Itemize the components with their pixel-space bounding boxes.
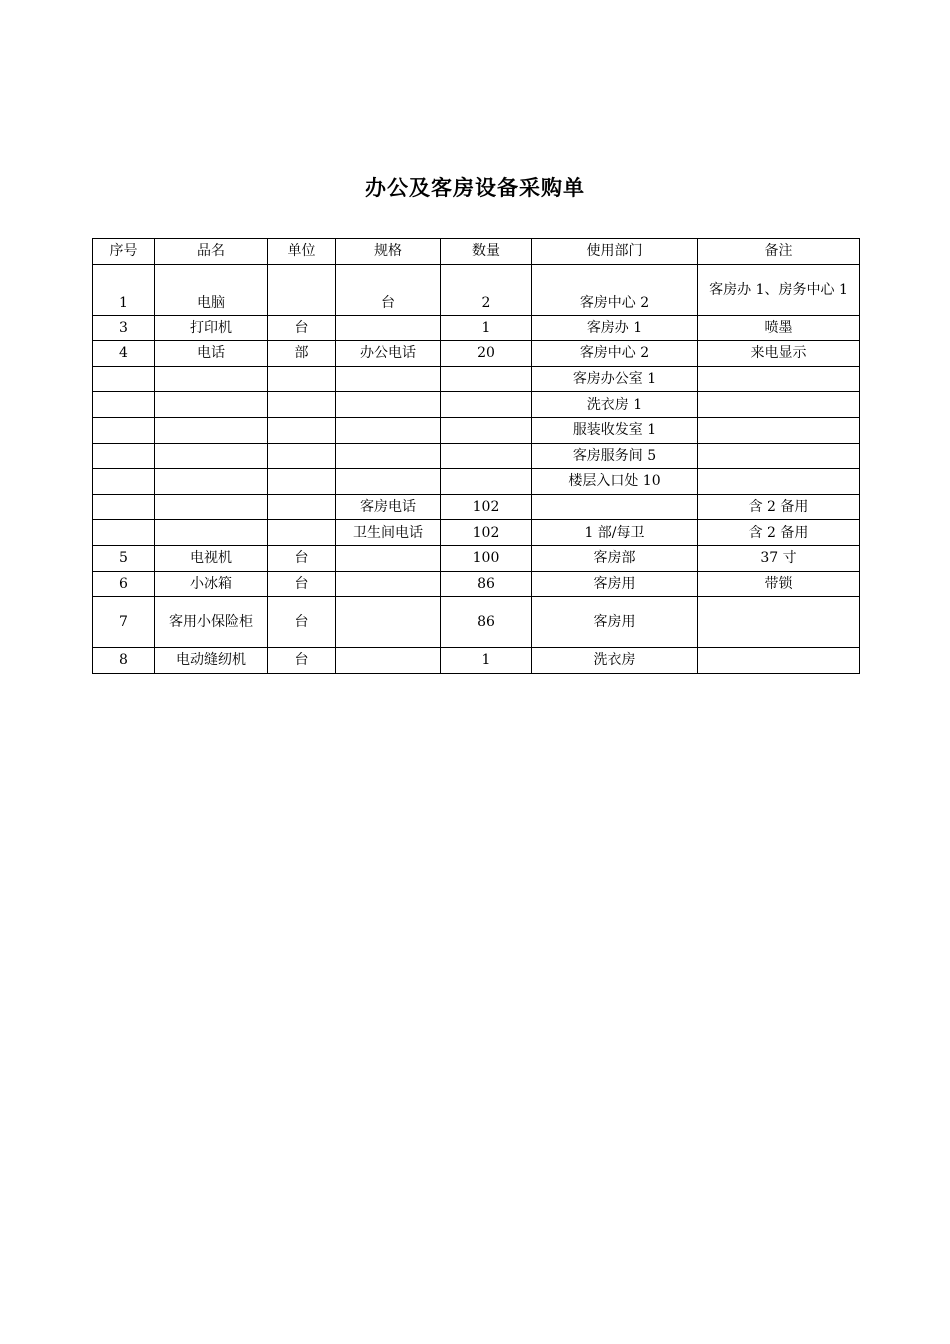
cell-spec xyxy=(336,366,441,392)
cell-seq: 8 xyxy=(93,648,155,674)
table-row xyxy=(93,520,860,546)
table-row xyxy=(93,315,860,341)
cell-seq: 4 xyxy=(93,341,155,367)
cell-qty xyxy=(441,392,532,418)
header-spec: 规格 xyxy=(336,239,441,265)
cell-dept: 客房服务间 5 xyxy=(532,443,698,469)
cell-spec xyxy=(336,597,441,648)
header-name: 品名 xyxy=(155,239,268,265)
cell-spec xyxy=(336,315,441,341)
cell-seq: 1 xyxy=(93,264,155,315)
cell-name: 电脑 xyxy=(155,264,268,315)
cell-qty: 102 xyxy=(441,520,532,546)
cell-dept: 客房用 xyxy=(532,597,698,648)
cell-dept: 客房办 1 xyxy=(532,315,698,341)
cell-qty xyxy=(441,366,532,392)
cell-qty xyxy=(441,443,532,469)
cell-name xyxy=(155,520,268,546)
cell-note: 客房办 1、房务中心 1 xyxy=(698,264,860,315)
cell-seq xyxy=(93,417,155,443)
cell-qty: 86 xyxy=(441,597,532,648)
cell-dept: 客房办公室 1 xyxy=(532,366,698,392)
cell-qty: 2 xyxy=(441,264,532,315)
table-row xyxy=(93,264,860,315)
cell-unit: 台 xyxy=(268,315,336,341)
cell-unit xyxy=(268,264,336,315)
cell-qty: 1 xyxy=(441,648,532,674)
cell-unit xyxy=(268,443,336,469)
cell-dept xyxy=(532,494,698,520)
cell-name: 电视机 xyxy=(155,545,268,571)
cell-qty: 102 xyxy=(441,494,532,520)
cell-seq: 7 xyxy=(93,597,155,648)
cell-unit: 部 xyxy=(268,341,336,367)
table-row xyxy=(93,443,860,469)
cell-spec xyxy=(336,469,441,495)
cell-note: 喷墨 xyxy=(698,315,860,341)
purchase-table xyxy=(92,238,860,674)
header-note: 备注 xyxy=(698,239,860,265)
page-title: 办公及客房设备采购单 xyxy=(365,176,585,200)
cell-unit xyxy=(268,494,336,520)
cell-unit xyxy=(268,417,336,443)
cell-unit xyxy=(268,366,336,392)
cell-name: 打印机 xyxy=(155,315,268,341)
cell-note xyxy=(698,366,860,392)
cell-note: 带锁 xyxy=(698,571,860,597)
cell-dept: 客房用 xyxy=(532,571,698,597)
cell-seq: 5 xyxy=(93,545,155,571)
cell-name xyxy=(155,366,268,392)
cell-note xyxy=(698,392,860,418)
cell-qty: 86 xyxy=(441,571,532,597)
cell-name: 客用小保险柜 xyxy=(155,597,268,648)
cell-spec xyxy=(336,648,441,674)
table-row xyxy=(93,417,860,443)
table-row xyxy=(93,545,860,571)
cell-note: 含 2 备用 xyxy=(698,494,860,520)
cell-seq xyxy=(93,494,155,520)
cell-seq xyxy=(93,443,155,469)
cell-seq xyxy=(93,520,155,546)
cell-spec xyxy=(336,392,441,418)
cell-dept: 洗衣房 1 xyxy=(532,392,698,418)
table-row xyxy=(93,648,860,674)
cell-spec: 台 xyxy=(336,264,441,315)
cell-qty: 100 xyxy=(441,545,532,571)
cell-unit xyxy=(268,520,336,546)
cell-qty xyxy=(441,417,532,443)
cell-unit xyxy=(268,469,336,495)
header-seq: 序号 xyxy=(93,239,155,265)
cell-dept: 洗衣房 xyxy=(532,648,698,674)
cell-spec xyxy=(336,571,441,597)
cell-unit: 台 xyxy=(268,571,336,597)
table-row xyxy=(93,469,860,495)
cell-qty: 1 xyxy=(441,315,532,341)
cell-note xyxy=(698,417,860,443)
table-row xyxy=(93,366,860,392)
cell-spec: 办公电话 xyxy=(336,341,441,367)
cell-spec: 客房电话 xyxy=(336,494,441,520)
cell-name xyxy=(155,417,268,443)
cell-name xyxy=(155,443,268,469)
cell-qty: 20 xyxy=(441,341,532,367)
header-dept: 使用部门 xyxy=(532,239,698,265)
table-row xyxy=(93,341,860,367)
cell-spec: 卫生间电话 xyxy=(336,520,441,546)
cell-note xyxy=(698,469,860,495)
table-row xyxy=(93,494,860,520)
cell-qty xyxy=(441,469,532,495)
cell-note xyxy=(698,597,860,648)
cell-unit: 台 xyxy=(268,648,336,674)
cell-note: 37 寸 xyxy=(698,545,860,571)
cell-unit xyxy=(268,392,336,418)
table-header-row xyxy=(93,239,860,265)
cell-seq xyxy=(93,366,155,392)
cell-unit: 台 xyxy=(268,597,336,648)
cell-dept: 1 部/每卫 xyxy=(532,520,698,546)
cell-seq: 3 xyxy=(93,315,155,341)
cell-dept: 客房部 xyxy=(532,545,698,571)
cell-name xyxy=(155,392,268,418)
cell-dept: 客房中心 2 xyxy=(532,264,698,315)
header-unit: 单位 xyxy=(268,239,336,265)
cell-name: 电话 xyxy=(155,341,268,367)
cell-note xyxy=(698,443,860,469)
cell-spec xyxy=(336,417,441,443)
cell-dept: 楼层入口处 10 xyxy=(532,469,698,495)
cell-seq xyxy=(93,469,155,495)
cell-name xyxy=(155,469,268,495)
cell-note: 含 2 备用 xyxy=(698,520,860,546)
cell-spec xyxy=(336,443,441,469)
table-row xyxy=(93,392,860,418)
cell-note: 来电显示 xyxy=(698,341,860,367)
cell-note xyxy=(698,648,860,674)
cell-dept: 服装收发室 1 xyxy=(532,417,698,443)
cell-seq: 6 xyxy=(93,571,155,597)
cell-seq xyxy=(93,392,155,418)
cell-spec xyxy=(336,545,441,571)
cell-name: 电动缝纫机 xyxy=(155,648,268,674)
header-qty: 数量 xyxy=(441,239,532,265)
table-row xyxy=(93,571,860,597)
cell-unit: 台 xyxy=(268,545,336,571)
cell-name: 小冰箱 xyxy=(155,571,268,597)
cell-name xyxy=(155,494,268,520)
cell-dept: 客房中心 2 xyxy=(532,341,698,367)
table-row xyxy=(93,597,860,648)
